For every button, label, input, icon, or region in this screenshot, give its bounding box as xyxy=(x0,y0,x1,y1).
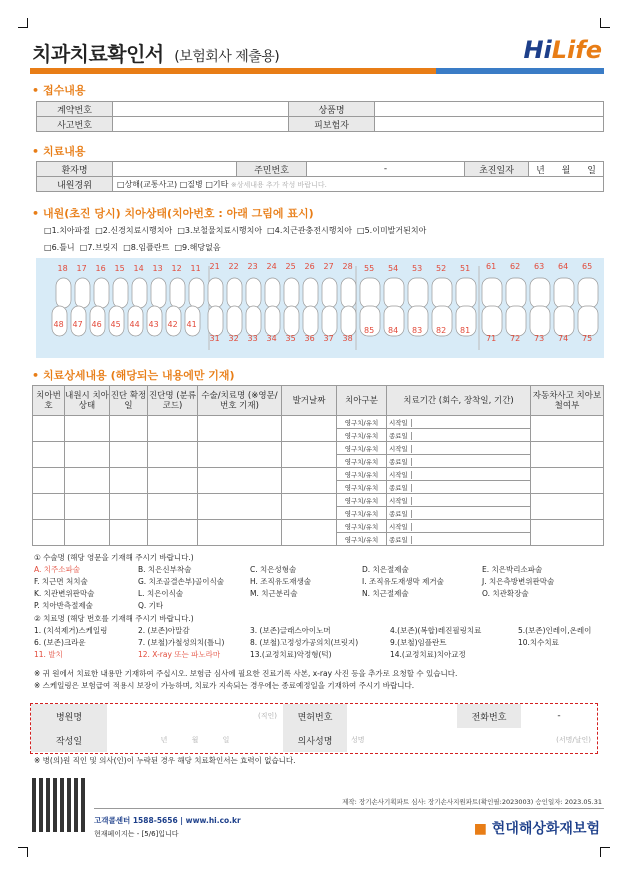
tooth-number: 65 xyxy=(582,262,593,271)
tooth-number: 23 xyxy=(247,262,258,271)
detail-table: 치아번호 내원시 치아상태 진단 확정일 진단명 (분류코드) 수술/치료명 (※영문/번호 기재) 발거날짜 치아구분 치료기간 (회수, 장착일, 기간) 자동차사고 치아보철여부 영구치/유치 시작일 영구치/유치 종료일 영구치/유치 시작일 영구치/유치 종료일 영구치/유치 시작일 영구치/유치 종료일 영구치/유치 시작일 영구치/유치 종료일 영구치/유치 시작일 영구치/유치 종료일 xyxy=(32,385,604,546)
crop-mark xyxy=(600,18,610,28)
tooth-51[interactable] xyxy=(456,278,476,308)
tooth-kind: 영구치/유치 xyxy=(337,533,387,546)
detail-cell[interactable] xyxy=(198,468,282,494)
hyundai-h-icon: ■ xyxy=(473,821,487,837)
detail-cell[interactable] xyxy=(33,442,65,468)
tooth-13[interactable] xyxy=(151,278,166,308)
tooth-number: 71 xyxy=(486,334,497,343)
tooth-33[interactable] xyxy=(246,306,261,336)
legend-item: 5.(보존)인레이,온레이 xyxy=(518,626,592,635)
license-field[interactable] xyxy=(347,704,457,728)
hilife-logo: HiLife xyxy=(523,36,602,64)
tooth-number: 63 xyxy=(534,262,545,271)
tooth-number: 46 xyxy=(91,320,102,329)
legend-item: 10.치수치료 xyxy=(518,638,559,647)
tooth-number: 16 xyxy=(95,264,106,273)
tooth-17[interactable] xyxy=(75,278,90,308)
period-cell[interactable]: 시작일 xyxy=(387,416,531,429)
rrn-field[interactable]: - xyxy=(307,162,465,177)
legend-item: C. 치은성형술 xyxy=(250,565,297,574)
tooth-number: 73 xyxy=(534,334,545,343)
tooth-63[interactable] xyxy=(530,278,550,308)
section-reception: • 접수내용 xyxy=(32,84,86,97)
tooth-number: 35 xyxy=(285,334,296,343)
legend-item: 4.(보존)(복합)레진필링치료 xyxy=(390,626,482,635)
legend-item: D. 치은절제술 xyxy=(362,565,409,574)
tooth-number: 14 xyxy=(133,264,144,273)
legend-item: O. 치관확장술 xyxy=(482,589,529,598)
tooth-64[interactable] xyxy=(554,278,574,308)
tooth-number: 47 xyxy=(72,320,83,329)
tooth-61[interactable] xyxy=(482,278,502,308)
legend-item: L. 치은이식술 xyxy=(138,589,184,598)
condition-checkbox[interactable]: □ xyxy=(357,226,365,235)
insured-field[interactable] xyxy=(375,117,604,132)
tooth-number: 21 xyxy=(209,262,220,271)
detail-cell[interactable] xyxy=(65,468,110,494)
condition-checkbox[interactable]: □ xyxy=(95,226,103,235)
condition-checkbox[interactable]: □ xyxy=(44,226,52,235)
tooth-55[interactable] xyxy=(360,278,380,308)
page-title: 치과치료확인서 (보험회사 제출용) xyxy=(32,42,280,66)
tooth-kind: 영구치/유치 xyxy=(337,507,387,520)
legend-item: E. 치은박리소파술 xyxy=(482,565,543,574)
detail-cell[interactable] xyxy=(65,520,110,546)
detail-cell[interactable] xyxy=(110,494,148,520)
detail-cell[interactable] xyxy=(110,442,148,468)
auto-cell[interactable] xyxy=(531,494,604,520)
tooth-number: 25 xyxy=(285,262,296,271)
section-condition: • 내원(초진 당시) 치아상태(치아번호 : 아래 그림에 표시) xyxy=(32,207,314,220)
tooth-74[interactable] xyxy=(554,306,574,336)
tooth-kind: 영구치/유치 xyxy=(337,494,387,507)
company-logo: ■ 현대해상화재보험 xyxy=(473,821,600,837)
tooth-number: 17 xyxy=(76,264,87,273)
tooth-37[interactable] xyxy=(322,306,337,336)
tooth-71[interactable] xyxy=(482,306,502,336)
tooth-25[interactable] xyxy=(284,278,299,308)
detail-cell[interactable] xyxy=(282,520,337,546)
tooth-number: 18 xyxy=(57,264,68,273)
tooth-number: 85 xyxy=(364,326,375,335)
table-row[interactable] xyxy=(33,494,604,507)
tooth-kind: 영구치/유치 xyxy=(337,429,387,442)
tooth-14[interactable] xyxy=(132,278,147,308)
tooth-number: 72 xyxy=(510,334,521,343)
detail-cell[interactable] xyxy=(282,494,337,520)
tooth-12[interactable] xyxy=(170,278,185,308)
tooth-number: 24 xyxy=(266,262,277,271)
tooth-36[interactable] xyxy=(303,306,318,336)
legend-item: B. 치은신부착술 xyxy=(138,565,192,574)
tooth-number: 54 xyxy=(388,264,399,273)
tooth-kind: 영구치/유치 xyxy=(337,416,387,429)
tooth-16[interactable] xyxy=(94,278,109,308)
tooth-number: 48 xyxy=(53,320,64,329)
detail-cell[interactable] xyxy=(282,416,337,442)
tooth-kind: 영구치/유치 xyxy=(337,468,387,481)
legend-item: 1. (치석제거)스케일링 xyxy=(34,626,108,635)
auto-cell[interactable] xyxy=(531,468,604,494)
detail-cell[interactable] xyxy=(148,416,198,442)
tooth-53[interactable] xyxy=(408,278,428,308)
tooth-number: 34 xyxy=(266,334,277,343)
page-subtitle: (보험회사 제출용) xyxy=(174,49,280,65)
tooth-number: 32 xyxy=(228,334,239,343)
detail-cell[interactable] xyxy=(282,442,337,468)
detail-cell[interactable] xyxy=(33,520,65,546)
condition-checkbox[interactable]: □ xyxy=(79,243,88,252)
legend-item: 9.(보철)임플란트 xyxy=(390,638,447,647)
surgery-legend: ① 수술명 (해당 영문을 기재해 주시기 바랍니다.) A. 치주소파술 B. 치은신부착술 C. 치은성형술 D. 치은절제술 E. 치은박리소파술 F. 치근면 처치술 G. 치조골결손부)골이식술 H. 조직유도재생술 I. 조직유도재생막 제거술 J. 치은측방변위판막술 K. 치관변위판막술 L. 치은이식술 M. 치근분리술 N. 치근절제술 O. 치관확장술 P. 치아반측절제술 Q. 기타 xyxy=(34,552,604,612)
period-cell[interactable]: 종료일 xyxy=(387,507,531,520)
accident-no-field[interactable] xyxy=(113,117,289,132)
reason-injury-checkbox[interactable]: □ xyxy=(117,179,125,189)
tooth-34[interactable] xyxy=(265,306,280,336)
detail-cell[interactable] xyxy=(148,520,198,546)
legend-item: 11. 발치 xyxy=(34,650,63,659)
crop-mark xyxy=(600,847,610,857)
tooth-number: 62 xyxy=(510,262,521,271)
legend-item: A. 치주소파술 xyxy=(34,565,80,574)
tooth-number: 82 xyxy=(436,326,447,335)
tooth-kind: 영구치/유치 xyxy=(337,455,387,468)
tooth-27[interactable] xyxy=(322,278,337,308)
condition-checkbox[interactable]: □ xyxy=(174,243,182,252)
tooth-number: 13 xyxy=(152,264,163,273)
detail-cell[interactable] xyxy=(110,468,148,494)
tooth-number: 41 xyxy=(186,320,197,329)
treatment-table: 환자명 주민번호 - 초진일자 년 월 일 내원경위 □상해(교통사고) □질병 □기타 ※상세내용 추가 작성 바랍니다. xyxy=(36,161,604,192)
tooth-number: 37 xyxy=(323,334,334,343)
table-row[interactable] xyxy=(33,520,604,533)
legend-item: N. 치근절제술 xyxy=(362,589,409,598)
tooth-number: 53 xyxy=(412,264,423,273)
tooth-23[interactable] xyxy=(246,278,261,308)
callcenter: 고객콜센터 1588-5656 | www.hi.co.kr xyxy=(94,816,241,825)
legend-item: 8. (보철)고정성가공의치(브릿지) xyxy=(250,638,359,647)
legend-item: F. 치근면 처치술 xyxy=(34,577,88,586)
legend-item: P. 치아반측절제술 xyxy=(34,601,93,610)
crop-mark xyxy=(18,847,28,857)
detail-cell[interactable] xyxy=(198,442,282,468)
tooth-38[interactable] xyxy=(341,306,356,336)
detail-cell[interactable] xyxy=(198,520,282,546)
detail-cell[interactable] xyxy=(33,468,65,494)
condition-options: □1.치아파절 □2.신경치료시행치아 □3.보철물치료시행치아 □4.치근관충전시행치아 □5.이미발거된치아 □6.틀니 □7.브릿지 □8.임플란트 □9.해당없음 xyxy=(44,226,427,252)
tooth-number: 45 xyxy=(110,320,121,329)
legend-item: K. 치관변위판막술 xyxy=(34,589,95,598)
signature-table: 병원명 (직인) 면허번호 전화번호 - 작성일 년 월 일 의사성명 성명 (서명/날인) xyxy=(31,704,597,752)
tooth-75[interactable] xyxy=(578,306,598,336)
legend-item: 2. (보존)아말감 xyxy=(138,626,190,635)
tooth-72[interactable] xyxy=(506,306,526,336)
reason-disease-checkbox[interactable]: □ xyxy=(179,179,188,189)
period-cell[interactable]: 시작일 xyxy=(387,494,531,507)
contract-no-field[interactable] xyxy=(113,102,289,117)
tooth-65[interactable] xyxy=(578,278,598,308)
qr-code[interactable] xyxy=(32,778,86,832)
detail-cell[interactable] xyxy=(65,494,110,520)
tooth-chart[interactable] xyxy=(36,258,604,358)
condition-checkbox[interactable]: □ xyxy=(123,243,131,252)
tooth-number: 22 xyxy=(228,262,239,271)
tooth-number: 27 xyxy=(323,262,334,271)
tooth-number: 51 xyxy=(460,264,471,273)
tooth-62[interactable] xyxy=(506,278,526,308)
tooth-number: 61 xyxy=(486,262,497,271)
legend-item: 3. (보존)글래스아이노머 xyxy=(250,626,331,635)
tooth-number: 83 xyxy=(412,326,423,335)
detail-cell[interactable] xyxy=(65,416,110,442)
tooth-number: 74 xyxy=(558,334,569,343)
tooth-number: 43 xyxy=(148,320,159,329)
detail-cell[interactable] xyxy=(148,494,198,520)
footer-meta: 제작: 장기손사기획파트 심사: 장기손사지원파트(확인필:2023003) 승인일자: 2023.05.31 xyxy=(342,798,602,806)
legend-item: H. 조직유도재생술 xyxy=(250,577,311,586)
tooth-kind: 영구치/유치 xyxy=(337,520,387,533)
detail-cell[interactable] xyxy=(148,442,198,468)
auto-cell[interactable] xyxy=(531,520,604,546)
period-cell[interactable]: 시작일 xyxy=(387,442,531,455)
written-date-field[interactable]: 년 월 일 xyxy=(160,736,230,744)
tooth-54[interactable] xyxy=(384,278,404,308)
period-cell[interactable]: 종료일 xyxy=(387,481,531,494)
table-row[interactable] xyxy=(33,416,604,429)
detail-cell[interactable] xyxy=(110,520,148,546)
reception-table: 계약번호 상품명 사고번호 피보험자 xyxy=(36,101,604,132)
patient-field[interactable] xyxy=(113,162,237,177)
reason-other-checkbox[interactable]: □ xyxy=(205,179,213,189)
doctor-field[interactable]: 성명 (서명/날인) xyxy=(351,736,591,744)
legend-item: 14.(교정치료)치아교정 xyxy=(390,650,466,659)
tooth-number: 12 xyxy=(171,264,182,273)
tooth-number: 84 xyxy=(388,326,399,335)
treatment-legend: ② 치료명 (해당 번호를 기재해 주시기 바랍니다.) 1. (치석제거)스케일링 2. (보존)아말감 3. (보존)글래스아이노머 4.(보존)(복합)레진필링치료 5.(보존)인레이,온레이 6. (보존)크라운 7. (보철)가철성의치(틀니) 8. (보철)고정성가공의치(브릿지) 9.(보철)임플란트 10.치수치료 11. 발치 12. X-ray 또는 파노라마 13.(교정치료)악정형(턱) 14.(교정치료)치아교정 xyxy=(34,613,604,661)
legend-item: G. 치조골결손부)골이식술 xyxy=(138,577,224,586)
period-cell[interactable]: 시작일 xyxy=(387,468,531,481)
legend-item: Q. 기타 xyxy=(138,601,164,610)
tooth-kind: 영구치/유치 xyxy=(337,442,387,455)
tooth-number: 81 xyxy=(460,326,471,335)
tooth-32[interactable] xyxy=(227,306,242,336)
tooth-73[interactable] xyxy=(530,306,550,336)
detail-cell[interactable] xyxy=(148,468,198,494)
tooth-number: 52 xyxy=(436,264,447,273)
section-detail: • 치료상세내용 (해당되는 내용에만 기재) xyxy=(32,369,235,382)
table-row[interactable] xyxy=(33,468,604,481)
detail-cell[interactable] xyxy=(110,416,148,442)
tooth-number: 55 xyxy=(364,264,375,273)
notices: ※ 귀 원에서 치료한 내용만 기재하여 주십시오. 보험금 심사에 필요한 진료기록 사본, x-ray 사진 등을 추가로 요청할 수 있습니다. ※ 스케일링은 보험급여 적용시 보장이 가능하며, 치료가 지속되는 경우에는 종료예정일을 기재하여 주시기 바랍니다. xyxy=(34,669,458,690)
legend-item: M. 치근분리술 xyxy=(250,589,298,598)
tooth-52[interactable] xyxy=(432,278,452,308)
tooth-number: 44 xyxy=(129,320,140,329)
period-cell[interactable]: 종료일 xyxy=(387,429,531,442)
condition-checkbox[interactable]: □ xyxy=(177,226,185,235)
tooth-number: 36 xyxy=(304,334,315,343)
legend-item: 12. X-ray 또는 파노라마 xyxy=(138,650,221,659)
tooth-number: 75 xyxy=(582,334,593,343)
signature-box xyxy=(30,703,598,754)
header-rule-accent xyxy=(436,68,604,74)
footer-rule xyxy=(94,808,604,809)
footnote: ※ 병(의)원 직인 및 의사(인)이 누락된 경우 해당 치료확인서는 효력이 없습니다. xyxy=(34,756,296,765)
tooth-number: 15 xyxy=(114,264,125,273)
product-field[interactable] xyxy=(375,102,604,117)
detail-cell[interactable] xyxy=(65,442,110,468)
detail-cell[interactable] xyxy=(198,416,282,442)
period-cell[interactable]: 시작일 xyxy=(387,520,531,533)
tooth-28[interactable] xyxy=(341,278,356,308)
detail-cell[interactable] xyxy=(33,416,65,442)
hospital-field[interactable]: (직인) xyxy=(258,712,277,720)
tooth-number: 64 xyxy=(558,262,569,271)
detail-cell[interactable] xyxy=(282,468,337,494)
legend-item: J. 치은측방변위판막술 xyxy=(482,577,555,586)
condition-checkbox[interactable]: □ xyxy=(267,226,275,235)
section-treatment: • 치료내용 xyxy=(32,145,86,158)
auto-cell[interactable] xyxy=(531,416,604,442)
tooth-15[interactable] xyxy=(113,278,128,308)
tooth-18[interactable] xyxy=(56,278,71,308)
tooth-26[interactable] xyxy=(303,278,318,308)
period-cell[interactable]: 종료일 xyxy=(387,533,531,546)
tooth-number: 38 xyxy=(342,334,353,343)
tooth-kind: 영구치/유치 xyxy=(337,481,387,494)
legend-item: 7. (보철)가철성의치(틀니) xyxy=(138,638,225,647)
tooth-21[interactable] xyxy=(208,278,223,308)
tooth-number: 33 xyxy=(247,334,258,343)
tooth-number: 26 xyxy=(304,262,315,271)
detail-cell[interactable] xyxy=(198,494,282,520)
table-row[interactable] xyxy=(33,442,604,455)
tooth-11[interactable] xyxy=(189,278,204,308)
tooth-number: 11 xyxy=(190,264,201,273)
tooth-24[interactable] xyxy=(265,278,280,308)
detail-cell[interactable] xyxy=(33,494,65,520)
tooth-35[interactable] xyxy=(284,306,299,336)
phone-field[interactable]: - xyxy=(557,711,561,721)
crop-mark xyxy=(18,18,28,28)
tooth-number: 42 xyxy=(167,320,178,329)
legend-item: 13.(교정치료)악정형(턱) xyxy=(250,650,332,659)
first-visit-field[interactable]: 년 월 일 xyxy=(529,162,604,177)
period-cell[interactable]: 종료일 xyxy=(387,455,531,468)
page-indicator: 현재페이지는 - [5/6]입니다 xyxy=(94,830,179,838)
tooth-22[interactable] xyxy=(227,278,242,308)
condition-checkbox[interactable]: □ xyxy=(44,243,52,252)
tooth-31[interactable] xyxy=(208,306,223,336)
tooth-number: 31 xyxy=(209,334,220,343)
tooth-diagram xyxy=(36,258,604,358)
legend-item: 6. (보존)크라운 xyxy=(34,638,86,647)
legend-item: I. 조직유도재생막 제거술 xyxy=(362,577,444,586)
auto-cell[interactable] xyxy=(531,442,604,468)
tooth-number: 28 xyxy=(342,262,353,271)
